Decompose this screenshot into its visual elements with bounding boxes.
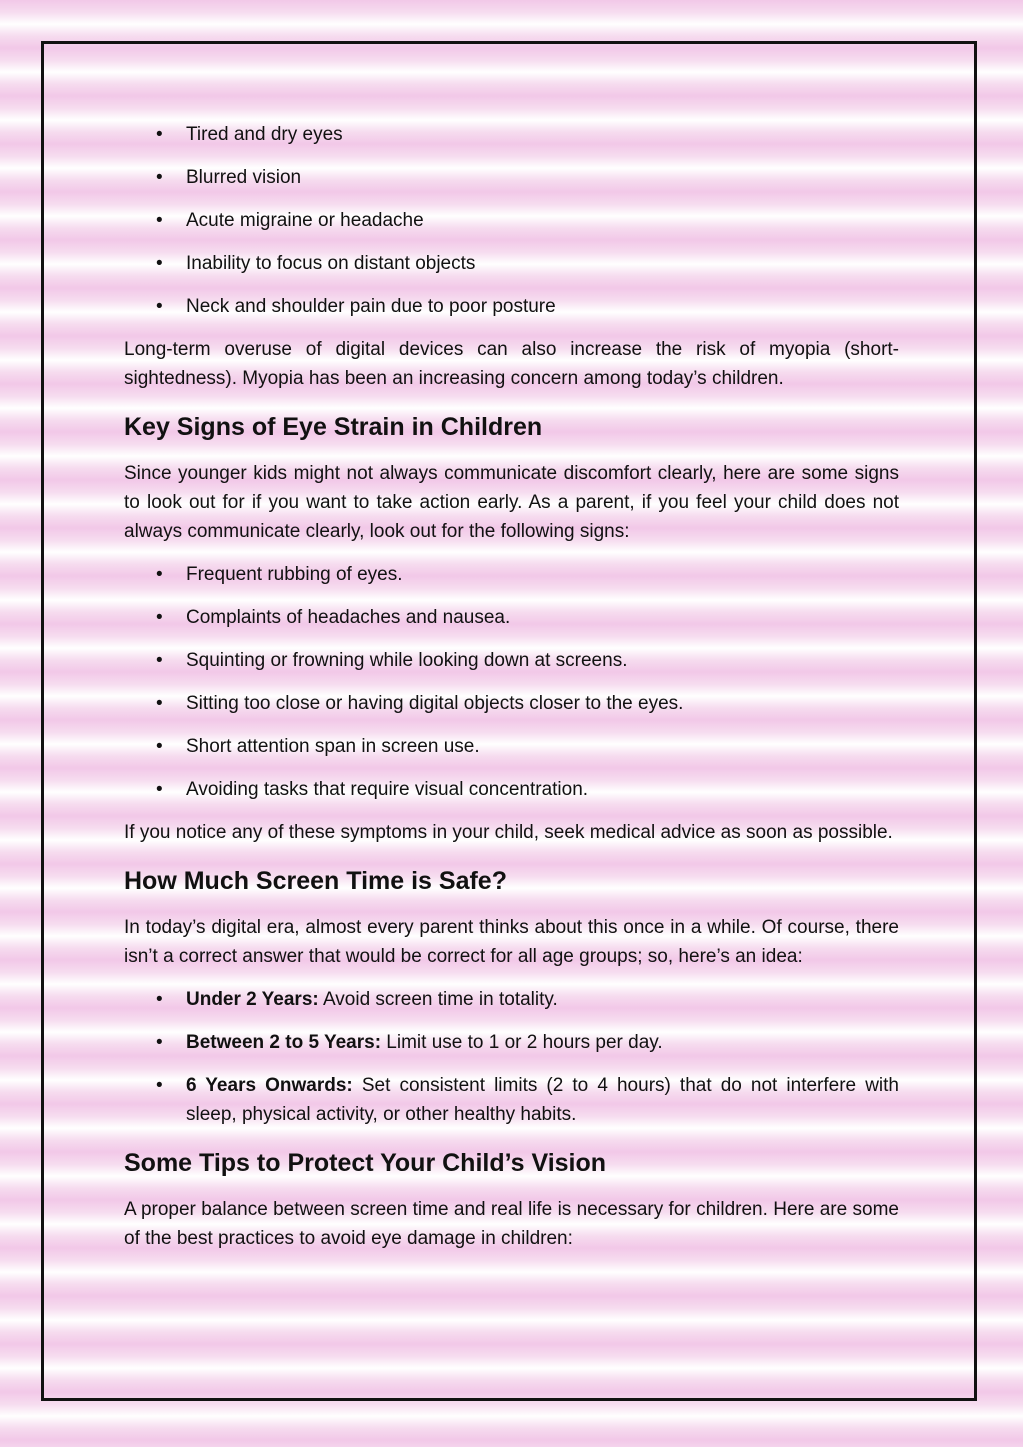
bullet-icon: •	[156, 1075, 163, 1096]
list-item	[124, 646, 899, 675]
list-item	[124, 120, 899, 149]
list-item	[124, 1071, 899, 1129]
list-item-text: Inability to focus on distant objects	[186, 253, 476, 274]
list-item	[124, 689, 899, 718]
list-item-text: Blurred vision	[186, 167, 302, 188]
list-item-text: Complaints of headaches and nausea.	[186, 607, 511, 628]
list-item-text: Tired and dry eyes	[186, 124, 343, 145]
list-item	[124, 560, 899, 589]
list-item	[124, 1028, 899, 1057]
list-item	[124, 292, 899, 321]
list-item-text: Squinting or frowning while looking down at screens.	[186, 650, 628, 671]
signs-intro: Since younger kids might not always communicate discomfort clearly, here are some signs to look out for if you want to take action early. As a parent, if you feel your child does not always communicate clearly, look out for the following signs:	[124, 463, 899, 542]
list-item-text: Short attention span in screen use.	[186, 736, 480, 757]
signs-heading: Key Signs of Eye Strain in Children	[124, 413, 543, 441]
bullet-icon: •	[156, 650, 163, 671]
bullet-icon: •	[156, 736, 163, 757]
age-label: Under 2 Years:	[186, 989, 319, 1010]
screen-time-intro: In today’s digital era, almost every parent thinks about this once in a while. Of course, there isn’t a correct answer that would be correct for all age groups; so, here’s an idea:	[124, 917, 899, 967]
bullet-icon: •	[156, 167, 163, 188]
list-item-text: Avoiding tasks that require visual concentration.	[186, 779, 589, 800]
bullet-icon: •	[156, 1032, 163, 1053]
age-label: 6 Years Onwards:	[186, 1075, 353, 1096]
list-item-text: Sitting too close or having digital objects closer to the eyes.	[186, 693, 684, 714]
bullet-icon: •	[156, 296, 163, 317]
list-item	[124, 163, 899, 192]
bullet-icon: •	[156, 693, 163, 714]
signs-closing: If you notice any of these symptoms in your child, seek medical advice as soon as possible.	[124, 822, 893, 843]
list-item	[124, 985, 899, 1014]
bullet-icon: •	[156, 564, 163, 585]
list-item	[124, 775, 899, 804]
list-item	[124, 603, 899, 632]
age-guideline: Limit use to 1 or 2 hours per day.	[381, 1032, 663, 1053]
screen-time-list	[124, 985, 899, 1129]
signs-list	[124, 560, 899, 804]
tips-heading: Some Tips to Protect Your Child’s Vision	[124, 1149, 607, 1177]
list-item	[124, 206, 899, 235]
bullet-icon: •	[156, 210, 163, 231]
age-label: Between 2 to 5 Years:	[186, 1032, 382, 1053]
screen-time-heading: How Much Screen Time is Safe?	[124, 867, 507, 895]
list-item	[124, 732, 899, 761]
age-guideline: Avoid screen time in totality.	[318, 989, 558, 1010]
list-item-text: Frequent rubbing of eyes.	[186, 564, 403, 585]
myopia-paragraph: Long-term overuse of digital devices can also increase the risk of myopia (short-sightedness). Myopia has been an increasing concern among today’s children.	[124, 339, 899, 389]
bullet-icon: •	[156, 607, 163, 628]
bullet-icon: •	[156, 124, 163, 145]
age-guideline: Set consistent limits (2 to 4 hours) that do not interfere with sleep, physical activity, or other healthy habits.	[186, 1075, 900, 1125]
symptoms-list	[124, 120, 899, 321]
list-item-text: Neck and shoulder pain due to poor posture	[186, 296, 556, 317]
list-item-text: Acute migraine or headache	[186, 210, 424, 231]
bullet-icon: •	[156, 253, 163, 274]
bullet-icon: •	[156, 989, 163, 1010]
list-item	[124, 249, 899, 278]
document-body	[124, 120, 899, 1267]
bullet-icon: •	[156, 779, 163, 800]
tips-intro: A proper balance between screen time and real life is necessary for children. Here are some of the best practices to avoid eye damage in children:	[124, 1199, 899, 1249]
